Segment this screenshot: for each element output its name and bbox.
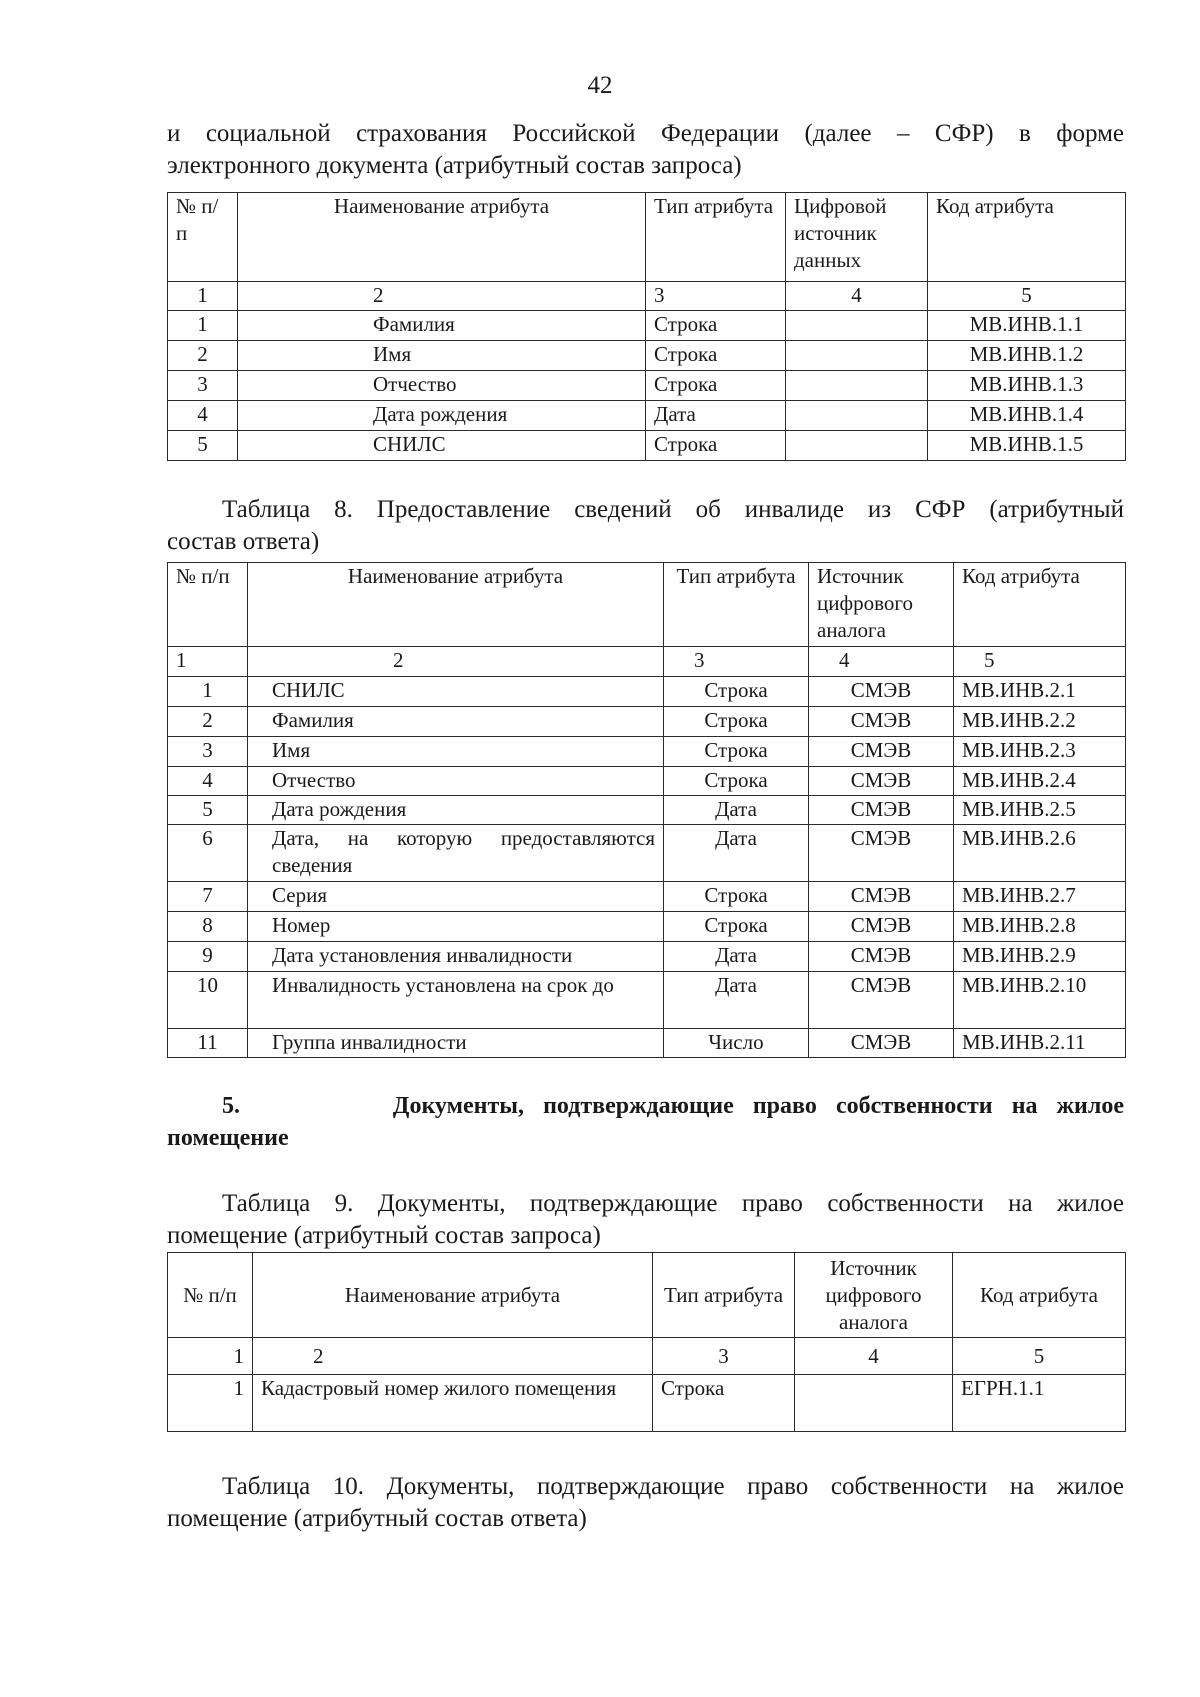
attribute-type: Строка <box>664 882 809 912</box>
intro-paragraph <box>167 118 1124 182</box>
attribute-source <box>786 341 928 371</box>
attribute-source: СМЭВ <box>809 1029 954 1058</box>
table-header-row <box>168 193 1126 282</box>
attribute-source: СМЭВ <box>809 677 954 707</box>
table-ownership-request <box>167 1252 1126 1432</box>
attribute-name: СНИЛС <box>238 431 646 461</box>
attribute-type: Строка <box>664 912 809 942</box>
attribute-name: Фамилия <box>238 311 646 341</box>
attribute-code: МВ.ИНВ.1.1 <box>928 311 1126 341</box>
table-row <box>168 825 1126 882</box>
caption-line-2: помещение (атрибутный состав запроса) <box>167 1222 601 1249</box>
numbering-cell: 1 <box>168 282 238 311</box>
header-cell: № п/п <box>168 193 238 282</box>
attribute-code: МВ.ИНВ.2.2 <box>954 707 1126 737</box>
header-cell: Источник цифрового аналога <box>809 563 954 647</box>
row-number: 5 <box>168 431 238 461</box>
row-number: 3 <box>168 371 238 401</box>
table-row <box>168 767 1126 796</box>
attribute-source <box>786 311 928 341</box>
attribute-code: МВ.ИНВ.2.8 <box>954 912 1126 942</box>
attribute-source: СМЭВ <box>809 796 954 825</box>
attribute-type: Дата <box>664 825 809 882</box>
attribute-name: Группа инвалидности <box>248 1029 664 1058</box>
column-numbering-row <box>168 1338 1126 1375</box>
attribute-source <box>795 1375 953 1432</box>
table-row <box>168 912 1126 942</box>
attribute-type: Строка <box>664 737 809 767</box>
row-number: 1 <box>168 311 238 341</box>
row-number: 3 <box>168 737 248 767</box>
header-cell: Тип атрибута <box>653 1253 795 1338</box>
header-cell: Источник цифрового аналога <box>795 1253 953 1338</box>
row-number: 1 <box>168 1375 253 1432</box>
attribute-code: МВ.ИНВ.2.9 <box>954 942 1126 972</box>
header-cell: Код атрибута <box>928 193 1126 282</box>
attribute-type: Строка <box>646 341 786 371</box>
table-8-caption <box>167 494 1124 558</box>
row-number: 2 <box>168 707 248 737</box>
attribute-code: МВ.ИНВ.2.7 <box>954 882 1126 912</box>
table-row <box>168 401 1126 431</box>
attribute-code: МВ.ИНВ.2.1 <box>954 677 1126 707</box>
attribute-name: Номер <box>248 912 664 942</box>
section-heading-line-2: помещение <box>167 1125 289 1151</box>
numbering-cell: 4 <box>795 1338 953 1375</box>
attribute-name: Инвалидность установлена на срок до <box>248 972 664 1029</box>
attribute-type: Строка <box>646 371 786 401</box>
attribute-source: СМЭВ <box>809 942 954 972</box>
attribute-name: Имя <box>248 737 664 767</box>
row-number: 5 <box>168 796 248 825</box>
attribute-type: Дата <box>664 972 809 1029</box>
attribute-code: МВ.ИНВ.1.4 <box>928 401 1126 431</box>
table-row <box>168 341 1126 371</box>
attribute-name: Дата установления инвалидности <box>248 942 664 972</box>
row-number: 1 <box>168 677 248 707</box>
numbering-cell: 4 <box>809 647 954 677</box>
table-row <box>168 707 1126 737</box>
table-disabled-person-response <box>167 562 1126 1058</box>
intro-line-2: электронного документа (атрибутный состав запроса) <box>167 152 742 179</box>
attribute-code: МВ.ИНВ.1.2 <box>928 341 1126 371</box>
attribute-name: Дата, на которую предоставляются сведения <box>248 825 664 882</box>
attribute-code: ЕГРН.1.1 <box>953 1375 1126 1432</box>
attribute-source <box>786 431 928 461</box>
section-heading-line-1: 5. Документы, подтверждающие право собственности на жилое <box>222 1093 1124 1119</box>
table-row <box>168 796 1126 825</box>
numbering-cell: 2 <box>238 282 646 311</box>
numbering-cell: 5 <box>953 1338 1126 1375</box>
numbering-cell: 5 <box>928 282 1126 311</box>
header-cell: № п/п <box>168 1253 253 1338</box>
table-row <box>168 311 1126 341</box>
row-number: 2 <box>168 341 238 371</box>
attribute-code: МВ.ИНВ.2.5 <box>954 796 1126 825</box>
attribute-type: Число <box>664 1029 809 1058</box>
attribute-name: Отчество <box>248 767 664 796</box>
page-number: 42 <box>587 72 613 99</box>
numbering-cell: 5 <box>954 647 1126 677</box>
attribute-code: МВ.ИНВ.2.4 <box>954 767 1126 796</box>
row-number: 9 <box>168 942 248 972</box>
intro-line-1: и социальной страхования Российской Федерации (далее – СФР) в форме <box>167 120 1124 147</box>
row-number: 11 <box>168 1029 248 1058</box>
header-cell: Наименование атрибута <box>248 563 664 647</box>
row-number: 6 <box>168 825 248 882</box>
attribute-type: Строка <box>646 311 786 341</box>
attribute-name: Имя <box>238 341 646 371</box>
caption-line-2: помещение (атрибутный состав ответа) <box>167 1505 587 1532</box>
attribute-source: СМЭВ <box>809 737 954 767</box>
attribute-code: МВ.ИНВ.1.3 <box>928 371 1126 401</box>
attribute-type: Строка <box>664 767 809 796</box>
table-row <box>168 737 1126 767</box>
attribute-code: МВ.ИНВ.2.10 <box>954 972 1126 1029</box>
numbering-cell: 3 <box>646 282 786 311</box>
table-row <box>168 972 1126 1029</box>
attribute-name: Кадастровый номер жилого помещения <box>253 1375 653 1432</box>
attribute-type: Строка <box>664 707 809 737</box>
header-cell: Тип атрибута <box>664 563 809 647</box>
attribute-source <box>786 371 928 401</box>
attribute-source: СМЭВ <box>809 767 954 796</box>
table-row <box>168 942 1126 972</box>
numbering-cell: 3 <box>664 647 809 677</box>
table-row <box>168 677 1126 707</box>
numbering-cell: 2 <box>248 647 664 677</box>
attribute-type: Дата <box>664 942 809 972</box>
attribute-code: МВ.ИНВ.2.3 <box>954 737 1126 767</box>
table-10-caption <box>167 1471 1124 1535</box>
numbering-cell: 2 <box>253 1338 653 1375</box>
header-cell: № п/п <box>168 563 248 647</box>
numbering-cell: 3 <box>653 1338 795 1375</box>
attribute-source: СМЭВ <box>809 972 954 1029</box>
numbering-cell: 1 <box>168 1338 253 1375</box>
header-cell: Наименование атрибута <box>238 193 646 282</box>
attribute-name: Серия <box>248 882 664 912</box>
attribute-code: МВ.ИНВ.1.5 <box>928 431 1126 461</box>
table-row <box>168 1375 1126 1432</box>
attribute-type: Дата <box>664 796 809 825</box>
attribute-code: МВ.ИНВ.2.11 <box>954 1029 1126 1058</box>
row-number: 8 <box>168 912 248 942</box>
attribute-source: СМЭВ <box>809 707 954 737</box>
numbering-cell: 1 <box>168 647 248 677</box>
table-row <box>168 431 1126 461</box>
numbering-cell: 4 <box>786 282 928 311</box>
attribute-code: МВ.ИНВ.2.6 <box>954 825 1126 882</box>
row-number: 4 <box>168 401 238 431</box>
row-number: 4 <box>168 767 248 796</box>
header-cell: Тип атрибута <box>646 193 786 282</box>
table-header-row <box>168 1253 1126 1338</box>
table-row <box>168 882 1126 912</box>
caption-line-2: состав ответа) <box>167 528 320 555</box>
table-request-attributes <box>167 192 1126 461</box>
attribute-name: Отчество <box>238 371 646 401</box>
attribute-type: Строка <box>653 1375 795 1432</box>
table-row <box>168 371 1126 401</box>
section-5-heading <box>167 1090 1124 1154</box>
column-numbering-row <box>168 282 1126 311</box>
row-number: 10 <box>168 972 248 1029</box>
row-number: 7 <box>168 882 248 912</box>
attribute-type: Строка <box>664 677 809 707</box>
header-cell: Цифровой источник данных <box>786 193 928 282</box>
attribute-name: СНИЛС <box>248 677 664 707</box>
table-header-row <box>168 563 1126 647</box>
attribute-source: СМЭВ <box>809 882 954 912</box>
attribute-name: Фамилия <box>248 707 664 737</box>
attribute-type: Дата <box>646 401 786 431</box>
attribute-name: Дата рождения <box>248 796 664 825</box>
table-9-caption <box>167 1188 1124 1252</box>
attribute-name: Дата рождения <box>238 401 646 431</box>
column-numbering-row <box>168 647 1126 677</box>
caption-line-1: Таблица 10. Документы, подтверждающие право собственности на жилое <box>222 1473 1124 1500</box>
caption-line-1: Таблица 8. Предоставление сведений об инвалиде из СФР (атрибутный <box>222 496 1124 523</box>
header-cell: Наименование атрибута <box>253 1253 653 1338</box>
table-row <box>168 1029 1126 1058</box>
attribute-source: СМЭВ <box>809 912 954 942</box>
caption-line-1: Таблица 9. Документы, подтверждающие право собственности на жилое <box>222 1190 1124 1217</box>
attribute-source <box>786 401 928 431</box>
header-cell: Код атрибута <box>954 563 1126 647</box>
attribute-type: Строка <box>646 431 786 461</box>
header-cell: Код атрибута <box>953 1253 1126 1338</box>
attribute-source: СМЭВ <box>809 825 954 882</box>
